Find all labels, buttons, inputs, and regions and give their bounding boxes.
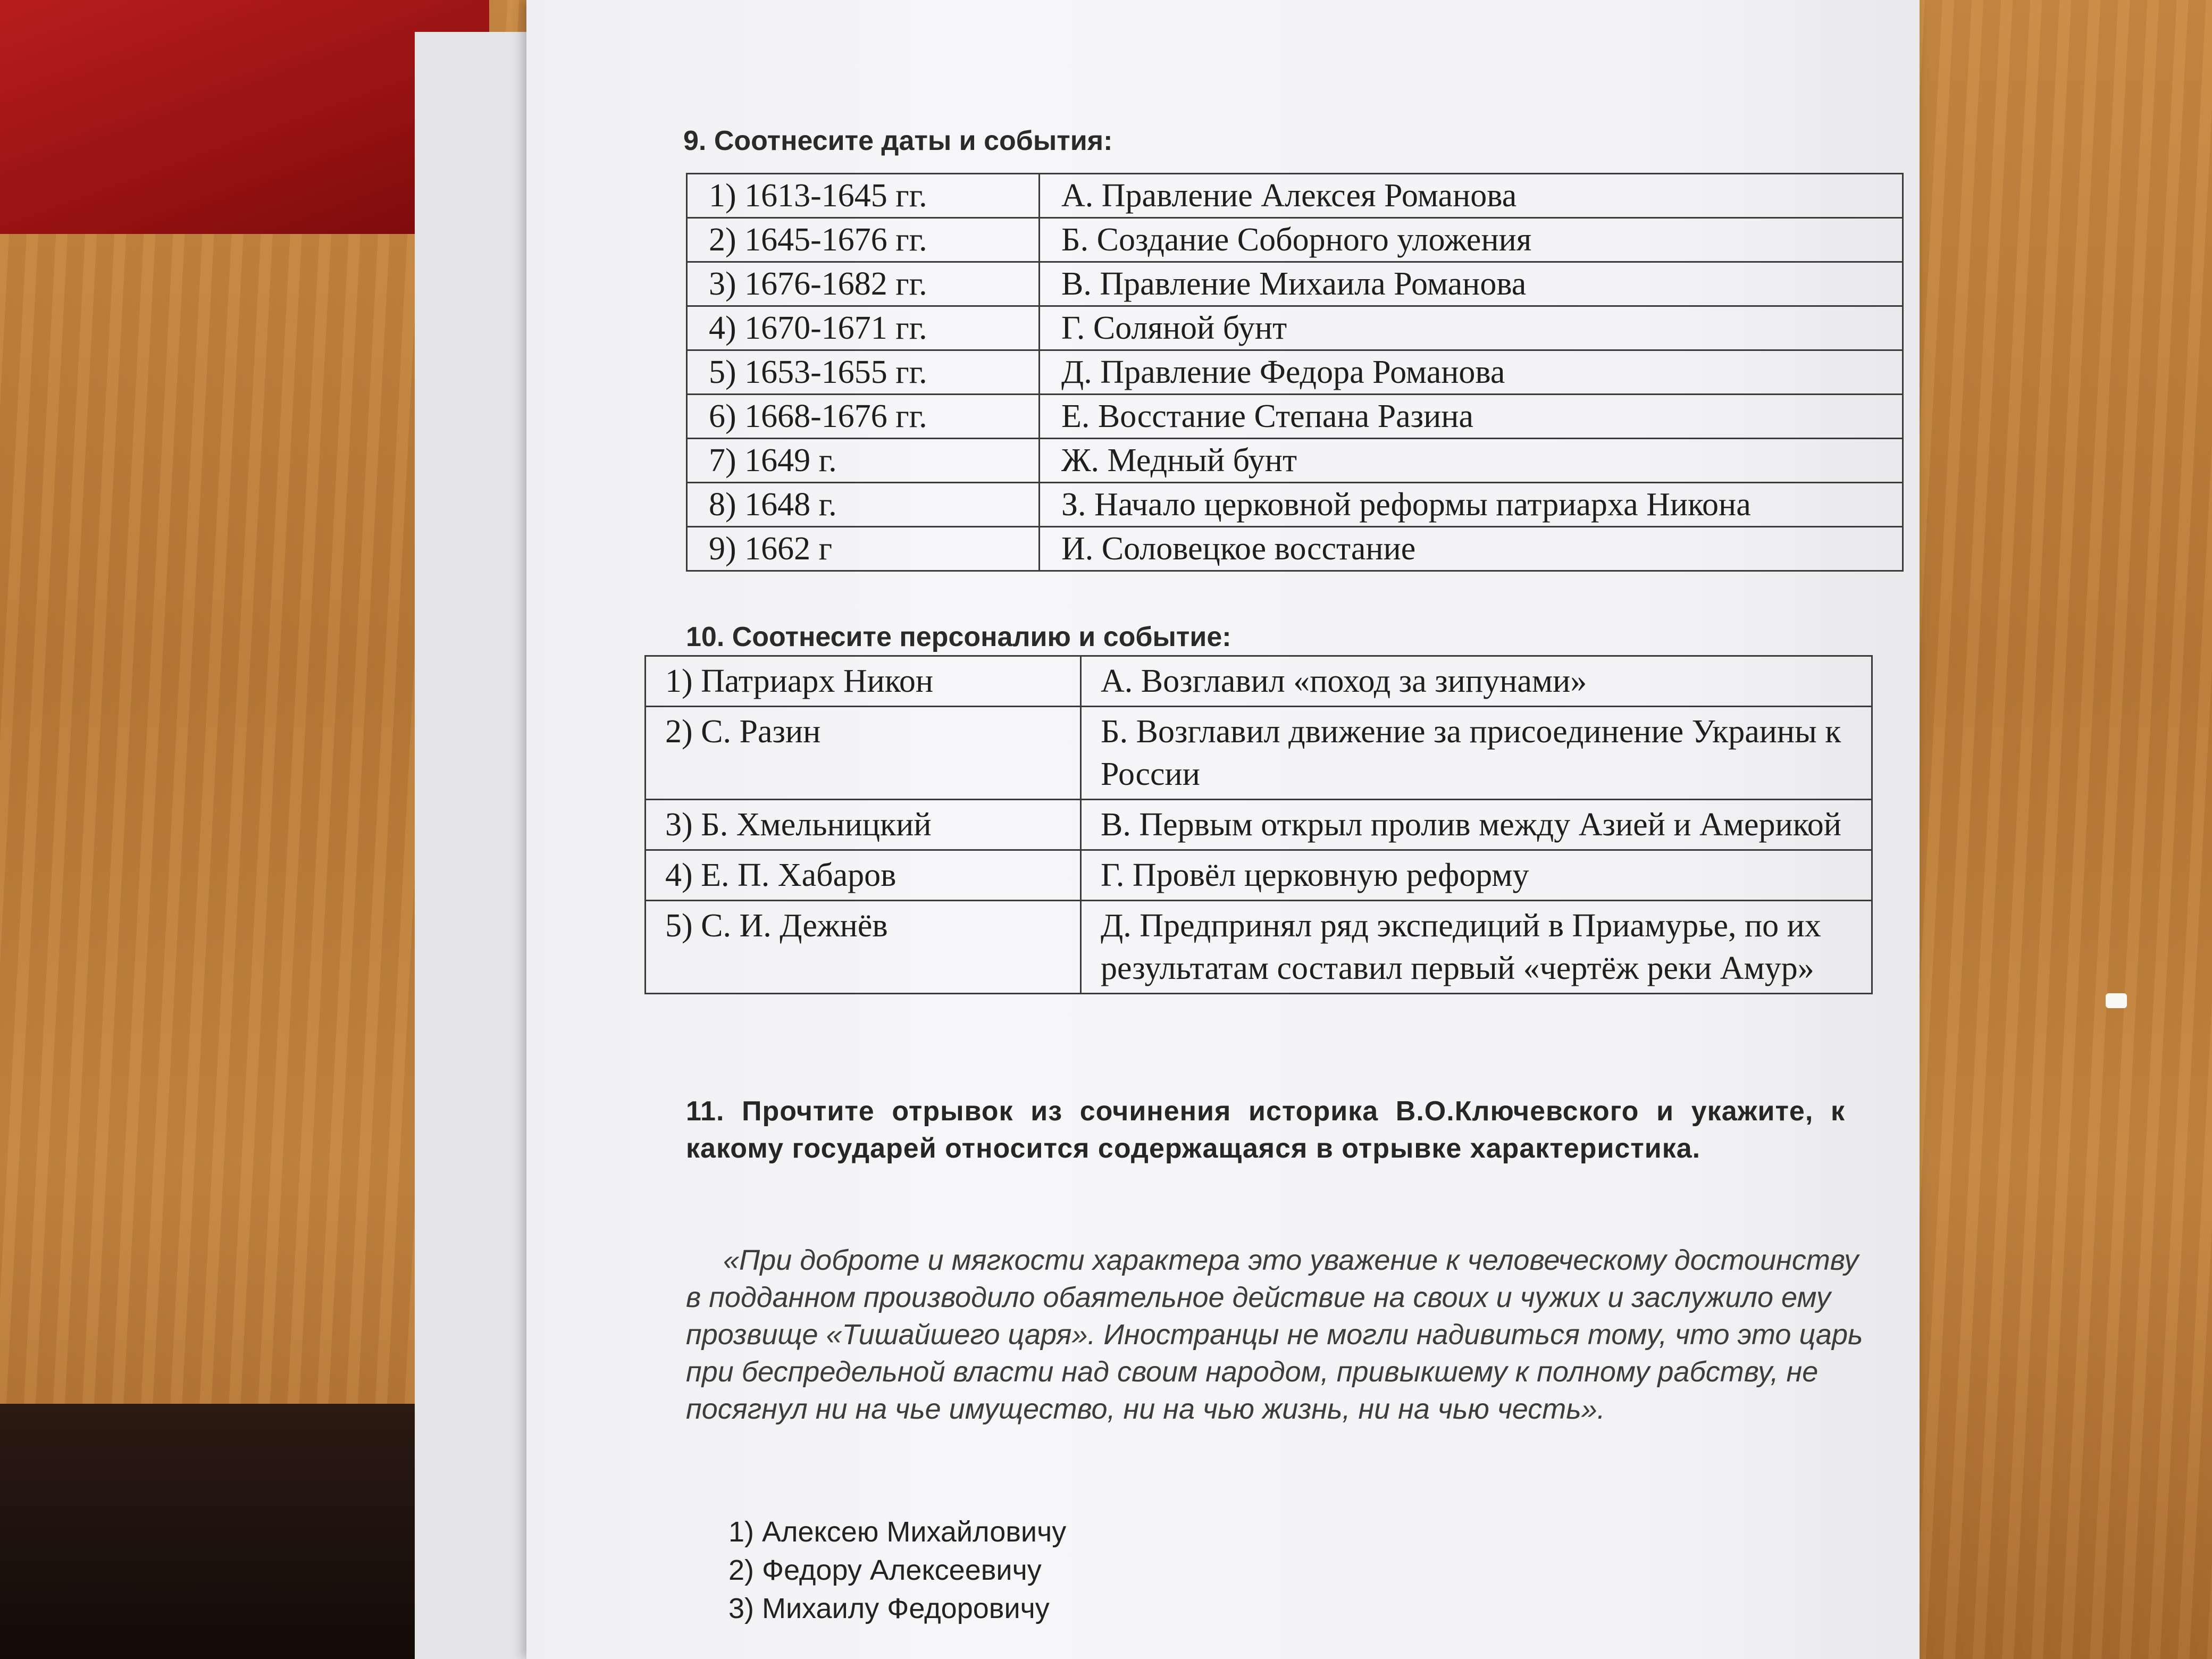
event-cell: З. Начало церковной реформы патриарха Никона — [1040, 483, 1903, 527]
event-cell: Б. Создание Соборного уложения — [1040, 218, 1903, 262]
question-9-table — [686, 173, 1904, 572]
question-9-title: 9. Соотнесите даты и события: — [683, 125, 1113, 156]
event-cell: Г. Соляной бунт — [1040, 306, 1903, 350]
table-row — [687, 483, 1903, 527]
date-cell: 8) 1648 г. — [687, 483, 1040, 527]
table-row — [687, 218, 1903, 262]
answer-option: 2) Федору Алексеевичу — [728, 1554, 1042, 1586]
answer-options — [728, 1513, 1066, 1628]
person-cell: 4) Е. П. Хабаров — [646, 850, 1081, 901]
event-cell: Е. Восстание Степана Разина — [1040, 395, 1903, 439]
table-row — [646, 707, 1872, 800]
date-cell: 6) 1668-1676 гг. — [687, 395, 1040, 439]
table-row — [646, 850, 1872, 901]
event-cell: В. Первым открыл пролив между Азией и Америкой — [1081, 800, 1872, 850]
date-cell: 9) 1662 г — [687, 527, 1040, 571]
event-cell: И. Соловецкое восстание — [1040, 527, 1903, 571]
table-row — [687, 439, 1903, 483]
event-cell: Д. Предпринял ряд экспедиций в Приамурье, по их результатам составил первый «чертёж реки Амур» — [1081, 901, 1872, 994]
table-row — [687, 174, 1903, 218]
event-cell: А. Правление Алексея Романова — [1040, 174, 1903, 218]
klyuchevsky-quote: «При доброте и мягкости характера это уважение к человеческому достоинству в подданном производило обаятельное действие на своих и чужих и заслужило ему прозвище «Тишайшего царя». Иностранцы не могли надивиться тому, что это царь при беспредельной власти над своим народом, привыкшему к полному рабству, не посягнул ни на чье имущество, ни на чью жизнь, ни на чью честь». — [686, 1244, 1863, 1425]
event-cell: В. Правление Михаила Романова — [1040, 262, 1903, 306]
event-cell: Г. Провёл церковную реформу — [1081, 850, 1872, 901]
date-cell: 1) 1613-1645 гг. — [687, 174, 1040, 218]
table-row — [687, 350, 1903, 395]
date-cell: 2) 1645-1676 гг. — [687, 218, 1040, 262]
person-cell: 2) С. Разин — [646, 707, 1081, 800]
date-cell: 7) 1649 г. — [687, 439, 1040, 483]
question-11-title: 11. Прочтите отрывок из сочинения историка В.О.Ключевского и укажите, к какому государей относится содержащаяся в отрывке характеристика. — [686, 1096, 1845, 1164]
event-cell: Ж. Медный бунт — [1040, 439, 1903, 483]
question-10-table — [644, 655, 1873, 994]
dark-background-corner — [0, 1404, 479, 1659]
table-row — [687, 262, 1903, 306]
date-cell: 5) 1653-1655 гг. — [687, 350, 1040, 395]
table-row — [646, 800, 1872, 850]
question-10-title: 10. Соотнесите персоналию и событие: — [686, 622, 1231, 652]
paper-scrap — [2106, 993, 2127, 1008]
table-row — [687, 395, 1903, 439]
table-row — [646, 901, 1872, 994]
event-cell: А. Возглавил «поход за зипунами» — [1081, 656, 1872, 707]
table-row — [646, 656, 1872, 707]
date-cell: 4) 1670-1671 гг. — [687, 306, 1040, 350]
date-cell: 3) 1676-1682 гг. — [687, 262, 1040, 306]
table-row — [687, 527, 1903, 571]
answer-option: 3) Михаилу Федоровичу — [728, 1593, 1050, 1624]
person-cell: 5) С. И. Дежнёв — [646, 901, 1081, 994]
person-cell: 1) Патриарх Никон — [646, 656, 1081, 707]
event-cell: Б. Возглавил движение за присоединение Украины к России — [1081, 707, 1872, 800]
table-row — [687, 306, 1903, 350]
person-cell: 3) Б. Хмельницкий — [646, 800, 1081, 850]
event-cell: Д. Правление Федора Романова — [1040, 350, 1903, 395]
answer-option: 1) Алексею Михайловичу — [728, 1516, 1067, 1548]
